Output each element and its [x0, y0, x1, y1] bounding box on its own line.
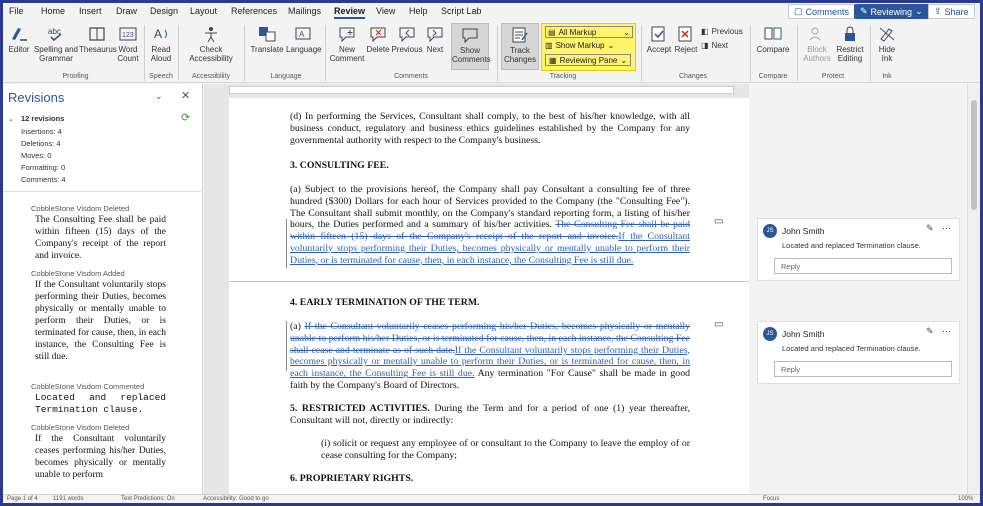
paragraph-5 [290, 403, 690, 427]
next-change-button[interactable] [701, 41, 728, 50]
translate-button[interactable] [249, 25, 285, 54]
word-window [3, 3, 980, 503]
delete-label: Delete [366, 45, 390, 54]
compare-button[interactable] [755, 25, 791, 54]
group-accessibility: Accessibility [191, 73, 231, 80]
revision-count: 12 revisions [21, 114, 65, 123]
all-markup-label: All Markup [558, 27, 597, 37]
tab-script-lab[interactable]: Script Lab [441, 6, 482, 16]
tab-design[interactable]: Design [150, 6, 179, 16]
tab-insert[interactable]: Insert [79, 6, 102, 16]
editor-icon [9, 25, 29, 43]
status-bar [3, 494, 980, 503]
comment-marker-icon[interactable]: ▭ [714, 216, 724, 227]
paragraph-4a-tail: Any termination "For Cause" shall be made in good faith by the Company's Board of Directors. [290, 368, 690, 391]
revision-text: Located and replaced Termination clause. [35, 392, 166, 415]
accept-button[interactable] [645, 25, 673, 54]
paragraph-4a-label: (a) [290, 321, 305, 332]
revision-author: CobbleStone Visdom Deleted [31, 204, 130, 213]
revision-author: CobbleStone Visdom Commented [31, 382, 145, 391]
next-change-label: Next [711, 41, 729, 50]
compare-label: Compare [756, 45, 790, 54]
expand-arrow-icon[interactable]: ⌄ [8, 116, 14, 123]
reject-label: Reject [674, 45, 698, 54]
next-label: Next [426, 45, 444, 54]
revision-text: If the Consultant voluntarily stops performing their Duties, becomes physically or mentally unable to perform their Duties, or is terminated for cause, then, in each instance, the Consulting Fee is still due. [35, 280, 166, 362]
show-markup-icon: ▥ [545, 41, 553, 50]
book-icon [87, 25, 107, 43]
separator [641, 25, 642, 81]
group-speech: Speech [149, 73, 173, 80]
restrict-editing-button[interactable] [834, 25, 866, 63]
comment-tools [926, 223, 951, 234]
heading-early-termination: 4. EARLY TERMINATION OF THE TERM. [290, 297, 480, 308]
group-changes: Changes [678, 73, 708, 80]
comments-button[interactable] [788, 4, 855, 19]
separator [497, 25, 498, 81]
reviewing-pane-icon: ▦ [549, 55, 557, 65]
read-aloud-button[interactable] [148, 25, 174, 63]
tab-mailings[interactable]: Mailings [288, 6, 322, 16]
reviewing-pane-label: Reviewing Pane [559, 55, 618, 65]
check-accessibility-button[interactable] [183, 25, 239, 63]
new-comment-label: New Comment [329, 45, 365, 63]
avatar: JS [763, 327, 777, 341]
edit-icon[interactable]: ✎ [925, 223, 934, 233]
reviewing-button[interactable] [854, 4, 929, 19]
separator [178, 25, 179, 81]
reply-input[interactable]: Reply [774, 361, 952, 377]
separator [325, 25, 326, 81]
translate-icon [257, 25, 277, 43]
svg-text:A: A [299, 30, 305, 39]
previous-comment-button[interactable] [391, 25, 423, 54]
pen-icon: ✎ [860, 6, 868, 16]
more-options-icon[interactable]: ⋯ [942, 223, 951, 233]
share-button-label: Share [944, 6, 969, 17]
accept-label: Accept [646, 45, 672, 54]
revision-item[interactable] [31, 204, 166, 262]
reject-button[interactable] [673, 25, 699, 54]
language-icon [293, 25, 313, 43]
document-area [204, 84, 749, 494]
language-label: Language [286, 45, 322, 54]
inserted-text: If the Consultant voluntarily stops performing their Duties, becomes physically or mentally unable to perform their Duties, or is terminated for cause, then, in each instance, the Consulting Fee is still due. [290, 231, 690, 266]
spelling-icon [46, 25, 66, 43]
markup-dropdown[interactable] [545, 26, 633, 38]
close-icon[interactable]: ✕ [181, 90, 191, 102]
block-authors-icon [807, 25, 827, 43]
paragraph-5i: (i) solicit or request any employee of or consultant to the Company to leave the employ of or cease consulting for the Company; [321, 438, 690, 461]
revision-item[interactable] [31, 382, 166, 416]
lock-icon [840, 25, 860, 43]
show-markup-label: Show Markup [555, 41, 605, 50]
track-changes-button[interactable] [501, 23, 539, 70]
show-comments-button[interactable] [451, 23, 489, 70]
group-language: Language [270, 73, 302, 80]
accept-icon [649, 25, 669, 43]
word-count-button[interactable] [115, 25, 141, 63]
share-icon: ⇪ [934, 6, 942, 16]
chevron-down-icon: ⌄ [620, 55, 628, 65]
previous-label: Previous [391, 45, 423, 54]
paragraph-3a-text: (a) Subject to the provisions hereof, the Company shall pay Consultant a consulting fee of three hundred ($300) Dollars for each hour of Services provided to the Company (the "Consulting Fee"). The Consultant shall submit monthly, on the Company's standard reporting form, a listing of his/her hours, the Duties performed and a summary of his/her activities. [290, 184, 690, 231]
revision-item[interactable] [31, 269, 166, 363]
compare-icon [763, 25, 783, 43]
tab-draw[interactable]: Draw [116, 6, 138, 16]
menu-bar [3, 3, 980, 21]
block-authors-label: Block Authors [803, 45, 831, 63]
previous-change-button[interactable] [701, 27, 743, 36]
paragraph-3a [290, 184, 690, 279]
comment-card[interactable] [757, 321, 960, 384]
comment-author: John Smith [782, 226, 825, 236]
new-comment-icon [337, 25, 357, 43]
markup-icon: ▤ [548, 27, 556, 37]
check-accessibility-label: Check Accessibility [189, 45, 233, 63]
svg-text:A: A [154, 27, 163, 41]
tab-home[interactable]: Home [41, 6, 66, 16]
group-protect: Protect [821, 73, 845, 80]
tab-layout[interactable]: Layout [190, 6, 218, 16]
group-comments: Comments [394, 73, 428, 80]
stat-insertions: Insertions: 4 [21, 127, 62, 136]
svg-text:123: 123 [122, 32, 134, 39]
word-count-icon [118, 25, 138, 43]
separator [797, 25, 798, 81]
previous-change-label: Previous [711, 27, 743, 36]
accessibility-icon [201, 25, 221, 43]
accessibility-status[interactable]: Accessibility: Good to go [203, 496, 269, 502]
chevron-down-icon: ⌄ [915, 6, 923, 16]
tab-references[interactable]: References [231, 6, 278, 16]
stat-comments: Comments: 4 [21, 175, 66, 184]
svg-text:abc: abc [48, 27, 61, 36]
word-count[interactable]: 1191 words [53, 496, 84, 502]
change-bar [286, 219, 287, 268]
avatar: JS [763, 224, 777, 238]
next-change-icon: ◨ [701, 41, 709, 50]
paragraph-d: (d) In performing the Services, Consultant shall comply, to the best of his/her knowledge, with all business conduct, regulatory and business ethics guidelines established by the Company for any governmental authority with respect to the Company's business. [290, 111, 690, 146]
heading-proprietary-rights: 6. PROPRIETARY RIGHTS. [290, 473, 414, 484]
delete-comment-icon [368, 25, 388, 43]
chevron-down-icon[interactable]: ⌄ [155, 91, 163, 101]
next-comment-button[interactable] [423, 25, 447, 54]
comment-icon: ▢ [794, 6, 803, 16]
read-aloud-label: Read Aloud [150, 45, 172, 63]
revision-text: The Consulting Fee shall be paid within fifteen (15) days of the Company's receipt of the report and invoice. [35, 215, 166, 261]
language-button[interactable] [286, 25, 320, 54]
editor-button[interactable] [5, 25, 33, 54]
revision-author: CobbleStone Visdom Added [31, 269, 125, 278]
tab-view[interactable]: View [376, 6, 396, 16]
comment-text: Located and replaced Termination clause. [782, 344, 921, 353]
revisions-title: Revisions [8, 90, 65, 105]
hide-ink-button[interactable] [874, 25, 900, 63]
comment-tools [926, 326, 951, 337]
revision-item[interactable] [31, 423, 166, 481]
revision-author: CobbleStone Visdom Deleted [31, 423, 130, 432]
edit-icon[interactable]: ✎ [925, 326, 934, 336]
comments-button-label: Comments [805, 6, 850, 17]
tab-help[interactable]: Help [409, 6, 428, 16]
stat-moves: Moves: 0 [21, 151, 52, 160]
previous-comment-icon [397, 25, 417, 43]
paragraph-5-text: During the Term and for a period of one (1) year thereafter, Consultant will not, directly or indirectly: [290, 403, 690, 426]
comment-card[interactable] [757, 218, 960, 281]
paragraph-4a [290, 321, 690, 393]
page-divider [229, 281, 749, 282]
stat-deletions: Deletions: 4 [21, 139, 61, 148]
separator [750, 25, 751, 81]
show-comments-icon [460, 26, 480, 44]
comment-text: Located and replaced Termination clause. [782, 241, 921, 250]
heading-restricted-activities: 5. RESTRICTED ACTIVITIES. [290, 403, 430, 414]
show-comments-label: Show Comments [452, 46, 491, 64]
reply-input[interactable]: Reply [774, 258, 952, 274]
comment-marker-icon[interactable]: ▭ [714, 319, 724, 330]
chevron-down-icon: ⌄ [623, 27, 630, 37]
deleted-text: The Consulting Fee shall be paid within fifteen (15) days of the Company's receipt of the report and invoice. [290, 219, 690, 243]
track-changes-icon [510, 26, 530, 44]
stat-formatting: Formatting: 0 [21, 163, 66, 172]
revision-text: If the Consultant voluntarily ceases performing his/her Duties, becomes physically or mentally unable to perform [35, 434, 166, 480]
hide-ink-label: Hide Ink [878, 45, 896, 63]
group-ink: Ink [882, 73, 892, 80]
comment-author: John Smith [782, 329, 825, 339]
editor-label: Editor [8, 45, 30, 54]
thesaurus-button[interactable] [79, 25, 115, 54]
text-predictions[interactable]: Text Predictions: On [121, 496, 175, 502]
reviewing-pane-button[interactable] [545, 54, 631, 66]
show-markup-button[interactable] [545, 41, 614, 50]
group-proofing: Proofing [62, 73, 89, 80]
tab-review[interactable]: Review [334, 6, 365, 19]
reject-icon [676, 25, 696, 43]
word-count-label: Word Count [117, 45, 139, 63]
zoom-level[interactable]: 100% [958, 496, 974, 502]
translate-label: Translate [250, 45, 284, 54]
group-tracking: Tracking [549, 73, 577, 80]
next-comment-icon [425, 25, 445, 43]
comments-pane [749, 84, 967, 494]
document-page[interactable] [229, 98, 749, 494]
thesaurus-label: Thesaurus [79, 45, 117, 54]
reviewing-button-label: Reviewing [870, 6, 913, 17]
heading-consulting-fee: 3. CONSULTING FEE. [290, 160, 389, 171]
revisions-list [3, 191, 201, 491]
revisions-pane [3, 84, 203, 494]
separator [144, 25, 145, 81]
ribbon [3, 21, 980, 83]
block-authors-button[interactable] [802, 25, 832, 63]
change-bar [286, 321, 287, 371]
refresh-icon[interactable]: ⟳ [181, 112, 191, 124]
delete-comment-button[interactable] [365, 25, 391, 54]
tab-file[interactable]: File [9, 6, 24, 16]
hide-ink-icon [877, 25, 897, 43]
spelling-grammar-button[interactable] [33, 25, 79, 63]
more-options-icon[interactable]: ⋯ [942, 326, 951, 336]
deleted-text: If the Consultant voluntarily ceases performing his/her Duties, becomes physically or mentally unable to perform his/her Duties, or is terminated for cause, then, in each instance, the Consulting Fee shall cease and terminate as of such date. [290, 321, 690, 356]
previous-change-icon: ◧ [701, 27, 709, 36]
page-indicator[interactable]: Page 1 of 4 [7, 496, 38, 502]
share-button[interactable] [928, 4, 975, 19]
vertical-scrollbar[interactable] [967, 84, 980, 494]
group-compare: Compare [758, 73, 788, 80]
scroll-thumb[interactable] [971, 100, 977, 210]
spelling-label: Spelling and Grammar [33, 45, 79, 63]
separator [244, 25, 245, 81]
separator [870, 25, 871, 81]
read-aloud-icon [151, 25, 171, 43]
chevron-down-icon: ⌄ [607, 41, 615, 50]
track-changes-label: Track Changes [503, 46, 537, 64]
ruler[interactable] [229, 86, 734, 94]
inserted-text: If the Consultant voluntarily stops performing their Duties, becomes physically or mentally unable to perform their Duties, or is terminated for cause, then, in each instance, the Consulting Fee is still due. [290, 344, 690, 380]
new-comment-button[interactable] [329, 25, 365, 63]
focus-button[interactable]: Focus [763, 496, 780, 502]
restrict-editing-label: Restrict Editing [836, 45, 864, 63]
